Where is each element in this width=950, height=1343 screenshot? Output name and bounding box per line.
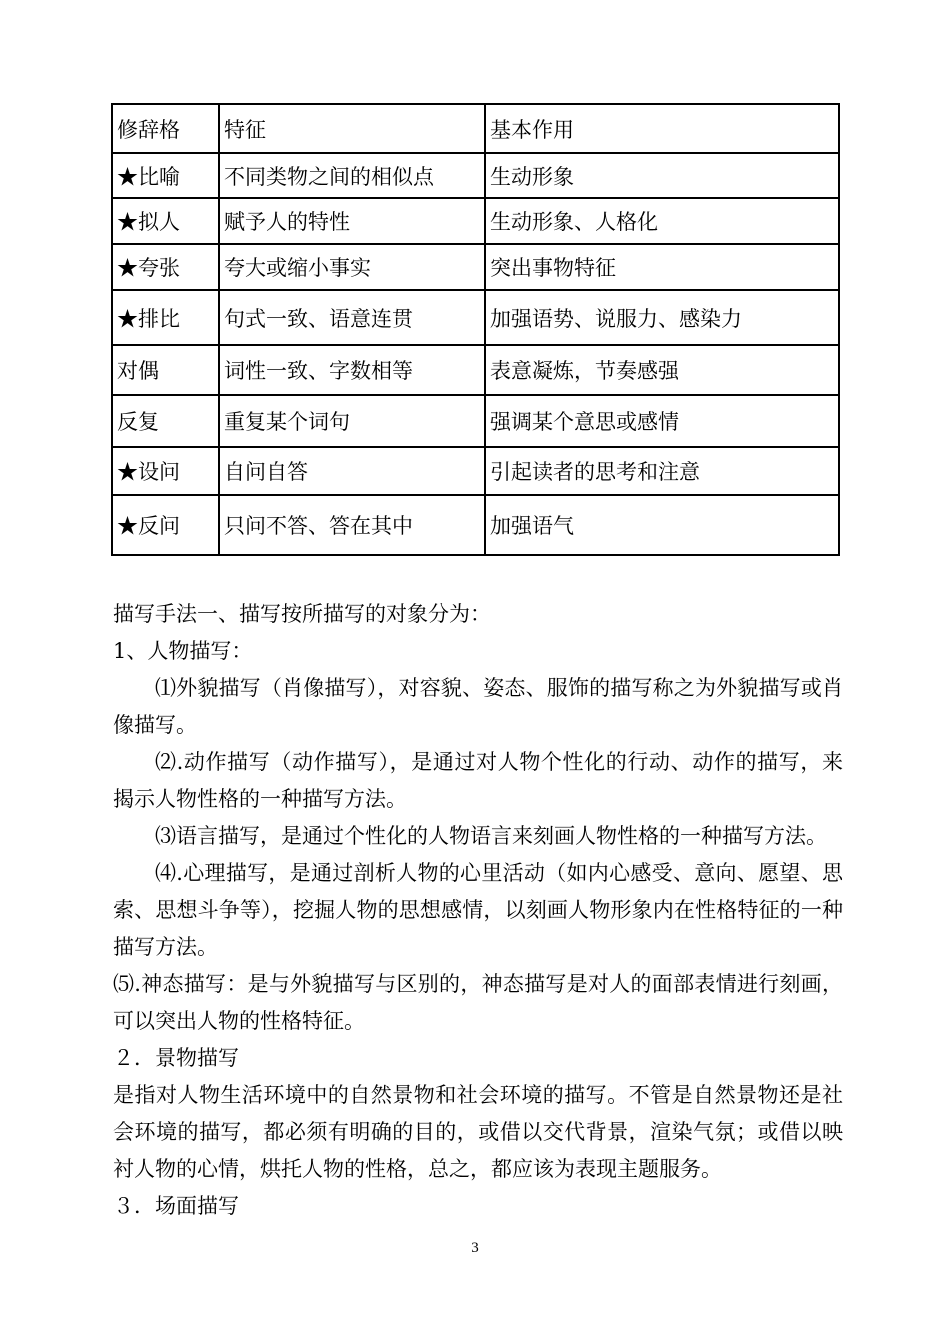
row-effect: 引起读者的思考和注意 bbox=[485, 447, 839, 495]
section1-title: 1、人物描写： bbox=[113, 639, 253, 663]
row-name: 反复 bbox=[112, 395, 219, 447]
row-feature: 句式一致、语意连贯 bbox=[219, 290, 485, 345]
table-row bbox=[112, 345, 839, 395]
paragraph-psychology: ⑷.心理描写，是通过剖析人物的心里活动（如内心感受、意向、愿望、思索、思想斗争等），挖掘人物的思想感情，以刻画人物形象内在性格特征的一种描写方法。 bbox=[113, 861, 843, 959]
header-cell-effect: 基本作用 bbox=[485, 104, 839, 153]
row-name: ★反问 bbox=[112, 495, 219, 555]
table-row bbox=[112, 244, 839, 290]
paragraph-language: ⑶语言描写，是通过个性化的人物语言来刻画人物性格的一种描写方法。 bbox=[155, 824, 827, 848]
paragraph-action: ⑵.动作描写（动作描写），是通过对人物个性化的行动、动作的描写，来揭示人物性格的一种描写方法。 bbox=[113, 750, 843, 811]
table-row bbox=[112, 290, 839, 345]
row-feature: 词性一致、字数相等 bbox=[219, 345, 485, 395]
row-effect: 表意凝炼，节奏感强 bbox=[485, 345, 839, 395]
table-row bbox=[112, 495, 839, 555]
section3-title: ３．场面描写 bbox=[113, 1194, 239, 1218]
row-feature: 重复某个词句 bbox=[219, 395, 485, 447]
row-feature: 不同类物之间的相似点 bbox=[219, 153, 485, 198]
page-number: 3 bbox=[471, 1240, 479, 1256]
row-effect: 加强语气 bbox=[485, 495, 839, 555]
paragraph-scenery: 是指对人物生活环境中的自然景物和社会环境的描写。不管是自然景物还是社会环境的描写，都必须有明确的目的，或借以交代背景，渲染气氛；或借以映衬人物的心情，烘托人物的性格，总之，都应该为表现主题服务。 bbox=[113, 1083, 843, 1181]
header-cell-feature: 特征 bbox=[219, 104, 485, 153]
table-header-row bbox=[112, 104, 839, 153]
row-effect: 强调某个意思或感情 bbox=[485, 395, 839, 447]
row-effect: 加强语势、说服力、感染力 bbox=[485, 290, 839, 345]
rhetoric-table bbox=[111, 103, 840, 556]
row-effect: 生动形象、人格化 bbox=[485, 198, 839, 244]
body-text bbox=[113, 596, 843, 1225]
table-row bbox=[112, 153, 839, 198]
row-name: ★排比 bbox=[112, 290, 219, 345]
row-name: ★拟人 bbox=[112, 198, 219, 244]
row-name: ★设问 bbox=[112, 447, 219, 495]
row-effect: 生动形象 bbox=[485, 153, 839, 198]
row-feature: 赋予人的特性 bbox=[219, 198, 485, 244]
row-name: 对偶 bbox=[112, 345, 219, 395]
header-cell-name: 修辞格 bbox=[112, 104, 219, 153]
row-feature: 夸大或缩小事实 bbox=[219, 244, 485, 290]
table-row bbox=[112, 395, 839, 447]
paragraph-appearance: ⑴外貌描写（肖像描写），对容貌、姿态、服饰的描写称之为外貌描写或肖像描写。 bbox=[113, 676, 843, 737]
row-name: ★比喻 bbox=[112, 153, 219, 198]
row-name: ★夸张 bbox=[112, 244, 219, 290]
row-feature: 只问不答、答在其中 bbox=[219, 495, 485, 555]
paragraph-expression: ⑸.神态描写：是与外貌描写与区别的，神态描写是对人的面部表情进行刻画，可以突出人物的性格特征。 bbox=[113, 972, 843, 1033]
row-feature: 自问自答 bbox=[219, 447, 485, 495]
section-heading: 描写手法一、描写按所描写的对象分为： bbox=[113, 602, 491, 626]
row-effect: 突出事物特征 bbox=[485, 244, 839, 290]
table-row bbox=[112, 447, 839, 495]
table-row bbox=[112, 198, 839, 244]
section2-title: ２．景物描写 bbox=[113, 1046, 239, 1070]
